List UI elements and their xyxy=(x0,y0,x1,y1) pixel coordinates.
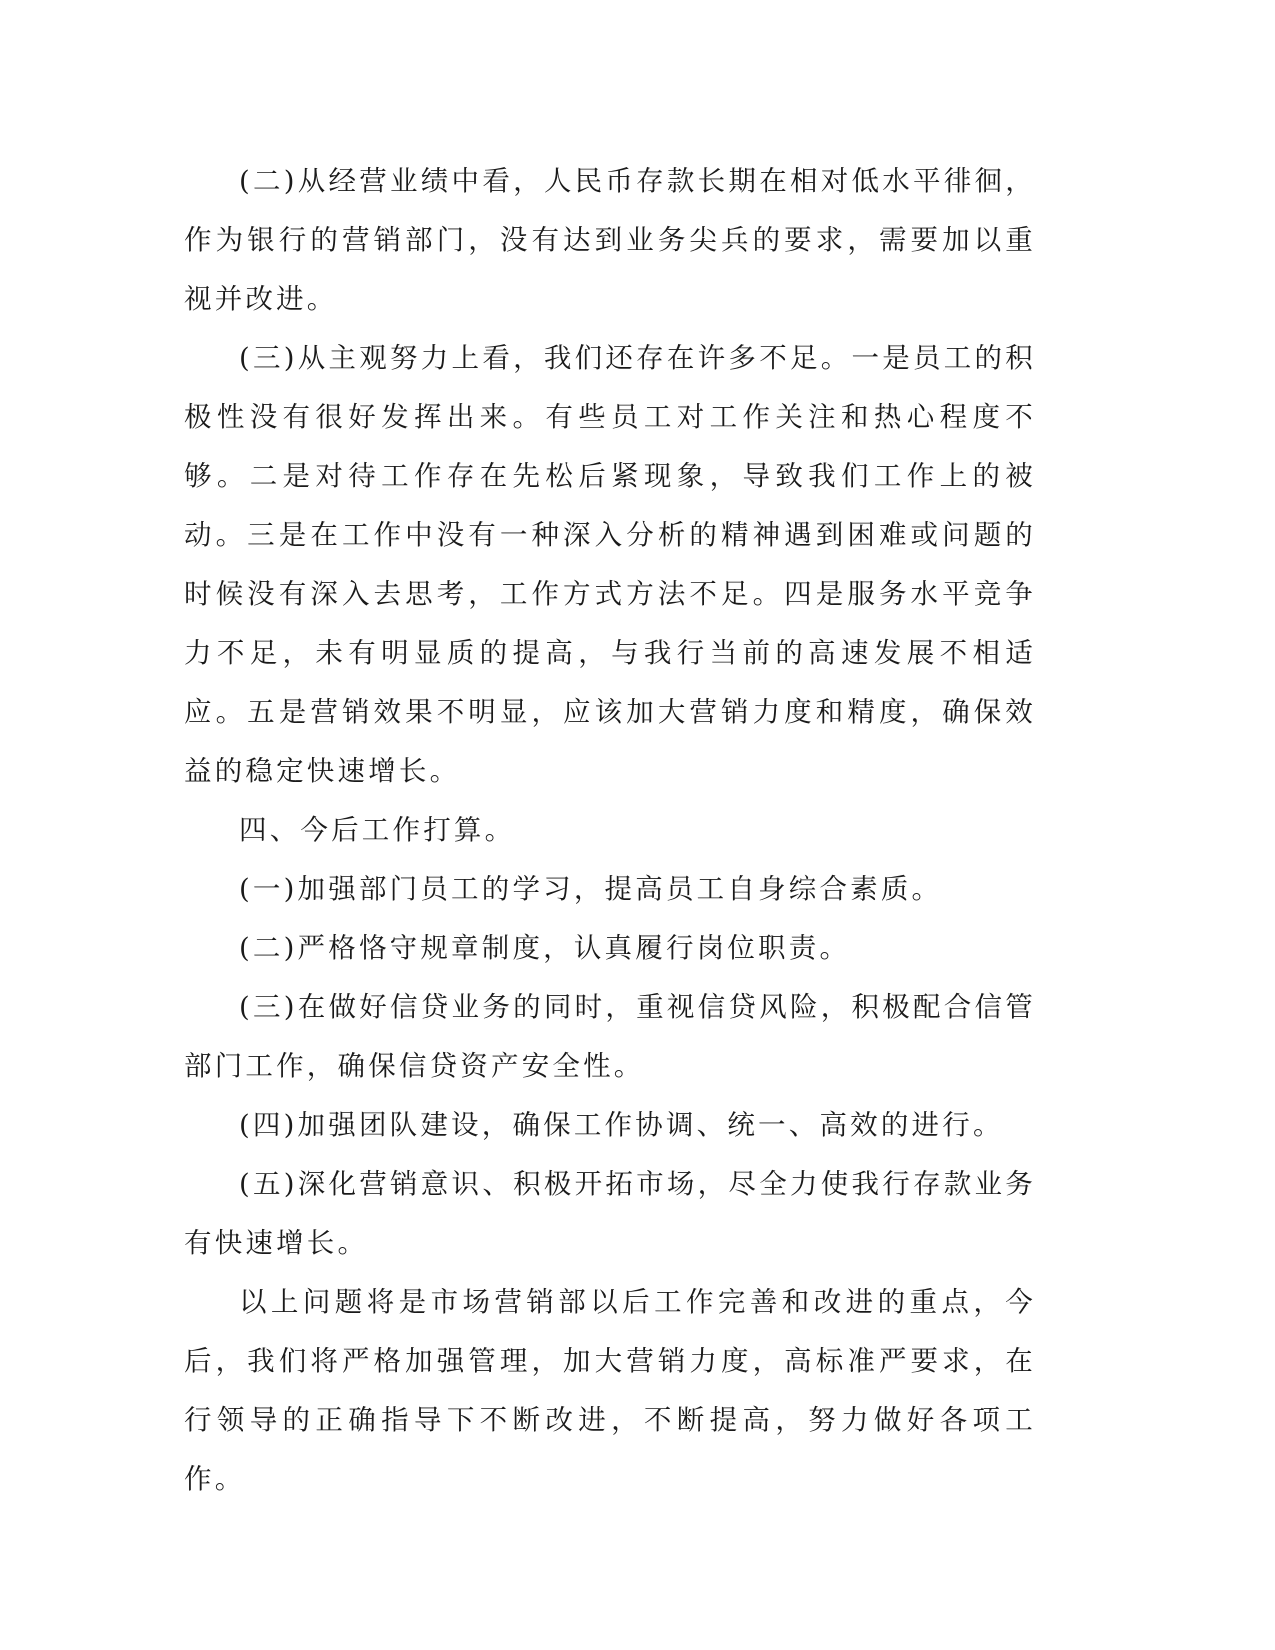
paragraph-conclusion: 以上问题将是市场营销部以后工作完善和改进的重点，今后，我们将严格加强管理，加大营销力度，高标准严要求，在行领导的正确指导下不断改进，不断提高，努力做好各项工作。 xyxy=(184,1286,1036,1495)
plan-item-4: (四)加强团队建设，确保工作协调、统一、高效的进行。 xyxy=(239,1109,1004,1141)
section-heading-future-plans: 四、今后工作打算。 xyxy=(239,814,516,846)
plan-item-3: (三)在做好信贷业务的同时，重视信贷风险，积极配合信管部门工作，确保信贷资产安全性。 xyxy=(184,991,1036,1082)
document-body xyxy=(184,152,1036,1509)
plan-item-5: (五)深化营销意识、积极开拓市场，尽全力使我行存款业务有快速增长。 xyxy=(184,1168,1036,1259)
paragraph-business-performance: (二)从经营业绩中看，人民币存款长期在相对低水平徘徊，作为银行的营销部门，没有达到业务尖兵的要求，需要加以重视并改进。 xyxy=(184,165,1036,315)
plan-item-2: (二)严格恪守规章制度，认真履行岗位职责。 xyxy=(239,932,851,964)
paragraph-subjective-effort: (三)从主观努力上看，我们还存在许多不足。一是员工的积极性没有很好发挥出来。有些员工对工作关注和热心程度不够。二是对待工作存在先松后紧现象，导致我们工作上的被动。三是在工作中没有一种深入分析的精神遇到困难或问题的时候没有深入去思考，工作方式方法不足。四是服务水平竞争力不足，未有明显质的提高，与我行当前的高速发展不相适应。五是营销效果不明显，应该加大营销力度和精度，确保效益的稳定快速增长。 xyxy=(184,342,1036,787)
plan-item-1: (一)加强部门员工的学习，提高员工自身综合素质。 xyxy=(239,873,943,905)
